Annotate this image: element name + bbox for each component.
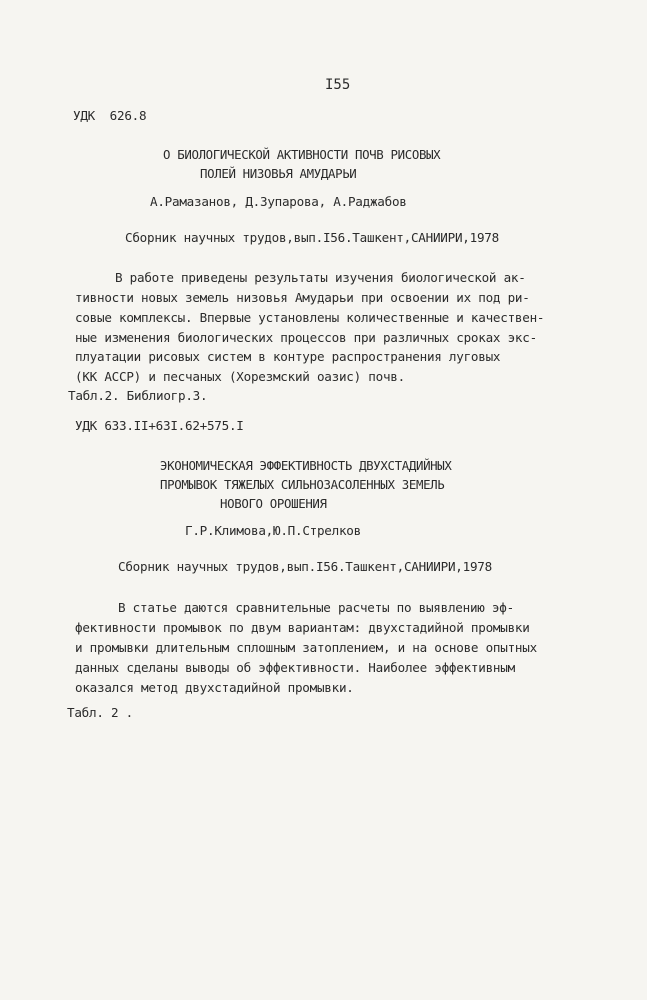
article-source: Сборник научных трудов,вып.I56.Ташкент,САНИИРИ,1978 — [118, 559, 492, 574]
article-title-line: ПРОМЫВОК ТЯЖЕЛЫХ СИЛЬНОЗАСОЛЕННЫХ ЗЕМЕЛЬ — [160, 477, 445, 492]
udk-code: УДК 626.8 — [73, 108, 147, 123]
article-title-line: ПОЛЕЙ НИЗОВЬЯ АМУДАРЬИ — [200, 166, 357, 181]
article-title-line: О БИОЛОГИЧЕСКОЙ АКТИВНОСТИ ПОЧВ РИСОВЫХ — [163, 147, 441, 162]
article-refs: Табл.2. Библиогр.3. — [68, 388, 208, 403]
abstract-line: плуатации рисовых систем в контуре распространения луговых — [75, 349, 501, 364]
article-title-line: НОВОГО ОРОШЕНИЯ — [220, 496, 327, 511]
abstract-line: оказался метод двухстадийной промывки. — [75, 680, 354, 695]
abstract-line: тивности новых земель низовья Амударьи при освоении их под ри- — [75, 290, 530, 305]
abstract-line: ные изменения биологических процессов при различных сроках экс- — [75, 330, 537, 345]
page-number: I55 — [325, 77, 351, 93]
abstract-line: и промывки длительным сплошным затоплением, и на основе опытных — [75, 640, 537, 655]
article-authors: Г.Р.Климова,Ю.П.Стрелков — [185, 523, 361, 538]
abstract-line: данных сделаны выводы об эффективности. Наиболее эффективным — [75, 660, 515, 675]
article-refs: Табл. 2 . — [67, 705, 133, 720]
article-authors: А.Рамазанов, Д.Зупарова, А.Раджабов — [150, 194, 407, 209]
abstract-line: (КК АССР) и песчаных (Хорезмский оазис) почв. — [75, 369, 405, 384]
abstract-line: фективности промывок по двум вариантам: двухстадийной промывки — [75, 620, 530, 635]
abstract-line: В статье даются сравнительные расчеты по выявлению эф- — [118, 600, 514, 615]
abstract-line: совые комплексы. Впервые установлены количественные и качествен- — [75, 310, 545, 325]
udk-code: УДК 633.II+63I.62+575.I — [75, 418, 244, 433]
abstract-line: В работе приведены результаты изучения биологической ак- — [115, 270, 526, 285]
article-source: Сборник научных трудов,вып.I56.Ташкент,САНИИРИ,1978 — [125, 230, 499, 245]
article-title-line: ЭКОНОМИЧЕСКАЯ ЭФФЕКТИВНОСТЬ ДВУХСТАДИЙНЫХ — [160, 458, 452, 473]
